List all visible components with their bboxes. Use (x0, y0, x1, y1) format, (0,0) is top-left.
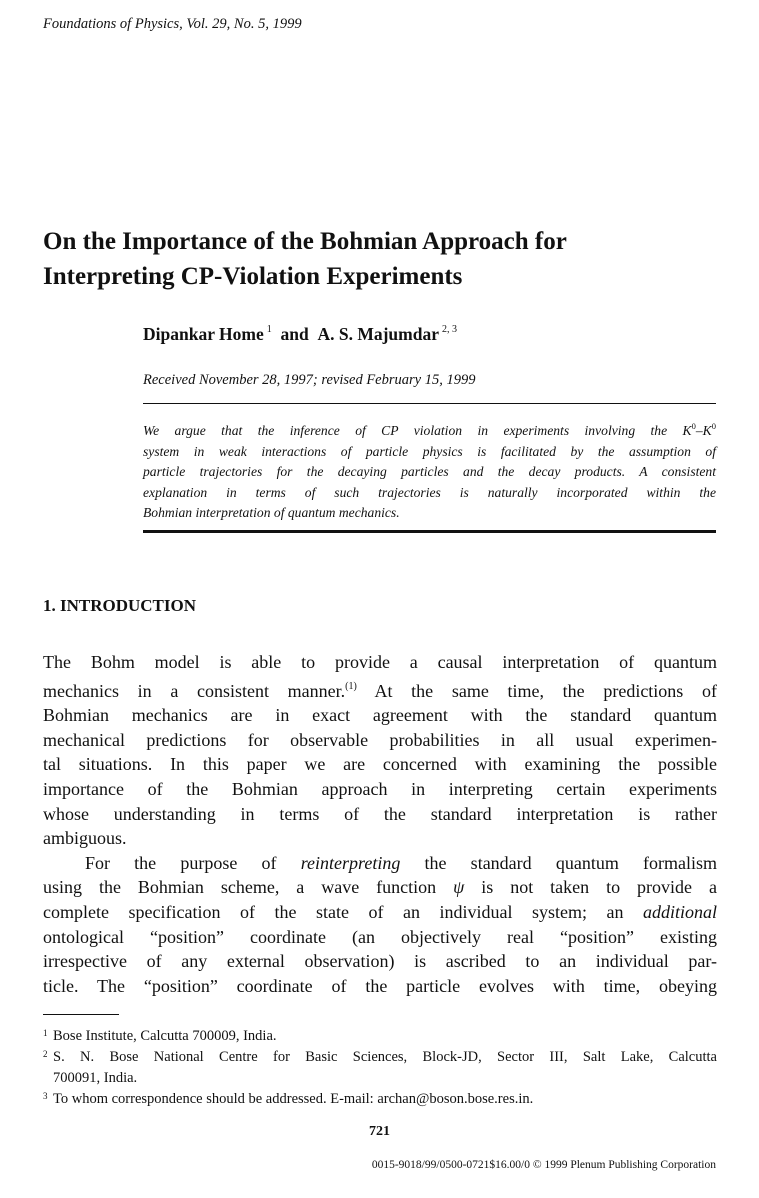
author-1: Dipankar Home (143, 324, 264, 344)
footnote-rule (43, 1014, 119, 1015)
footnote-2: 2 S. N. Bose National Centre for Basic Sciences, Block-JD, Sector III, Salt Lake, Calcutta 700091, India. (43, 1049, 717, 1086)
body-line: The Bohm model is able to provide a causal interpretation of quantum (43, 652, 717, 672)
author-2: A. S. Majumdar (317, 324, 439, 344)
received-dates: Received November 28, 1997; revised February 15, 1999 (143, 372, 476, 388)
journal-citation: Foundations of Physics, Vol. 29, No. 5, 1999 (43, 16, 302, 32)
body-line: whose understanding in terms of the standard interpretation is rather (43, 803, 717, 824)
footnote-1: 1 Bose Institute, Calcutta 700009, India. (43, 1028, 277, 1044)
citation-mark: (1) (345, 680, 357, 692)
copyright-line: 0015-9018/99/0500-0721$16.00/0 © 1999 Plenum Publishing Corporation (371, 1159, 716, 1171)
body-line: using the Bohmian scheme, a wave function ψ is not taken to provide a (43, 877, 717, 898)
title-line-1: On the Importance of the Bohmian Approach for (43, 228, 567, 255)
abstract-line: system in weak interactions of particle physics is facilitated by the assumption of (143, 443, 716, 459)
body-line: importance of the Bohmian approach in interpreting certain experiments (43, 778, 717, 799)
author-2-affiliation-mark: 2, 3 (441, 324, 457, 335)
body-line: For the purpose of reinterpreting the standard quantum formalism (85, 852, 717, 873)
author-1-affiliation-mark: 1 (266, 324, 272, 335)
section-heading: 1. INTRODUCTION (43, 596, 197, 615)
body-line: ticle. The “position” coordinate of the particle evolves with time, obeying (43, 975, 717, 996)
body-line: ontological “position” coordinate (an objectively real “position” existing (43, 926, 717, 947)
footnote-3: 3 To whom correspondence should be addressed. E-mail: archan@boson.bose.res.in. (43, 1091, 534, 1107)
abstract-line: Bohmian interpretation of quantum mechanics. (143, 505, 400, 520)
body-line: Bohmian mechanics are in exact agreement with the standard quantum (43, 705, 717, 726)
body-line: mechanics in a consistent manner.$^{(1)}$ At the same time, the predictions of (43, 680, 717, 701)
title-line-2: Interpreting CP-Violation Experiments (43, 263, 463, 290)
abstract (143, 416, 716, 524)
body-line: ambiguous. (43, 828, 127, 849)
body-line: irrespective of any external observation) is ascribed to an individual par- (43, 951, 717, 972)
author-line (143, 324, 457, 345)
abstract-line: explanation in terms of such trajectories is naturally incorporated within the (143, 484, 716, 500)
abstract-top-rule (143, 403, 716, 404)
abstract-line: particle trajectories for the decaying particles and the decay products. A consistent (143, 464, 716, 479)
author-conjunction: and (280, 324, 309, 344)
body-text (43, 650, 717, 998)
body-line: tal situations. In this paper we are concerned with examining the possible (43, 754, 717, 775)
paper-title (43, 224, 723, 294)
abstract-bottom-rule (143, 530, 716, 533)
body-line: complete specification of the state of an individual system; an additional (43, 901, 717, 922)
body-line: mechanical predictions for observable probabilities in all usual experimen- (43, 729, 717, 750)
abstract-line: We argue that the inference of CP violation in experiments involving the $K^0-K^0$ (143, 421, 716, 438)
page-number: 721 (369, 1124, 390, 1139)
footnotes (43, 1026, 717, 1110)
